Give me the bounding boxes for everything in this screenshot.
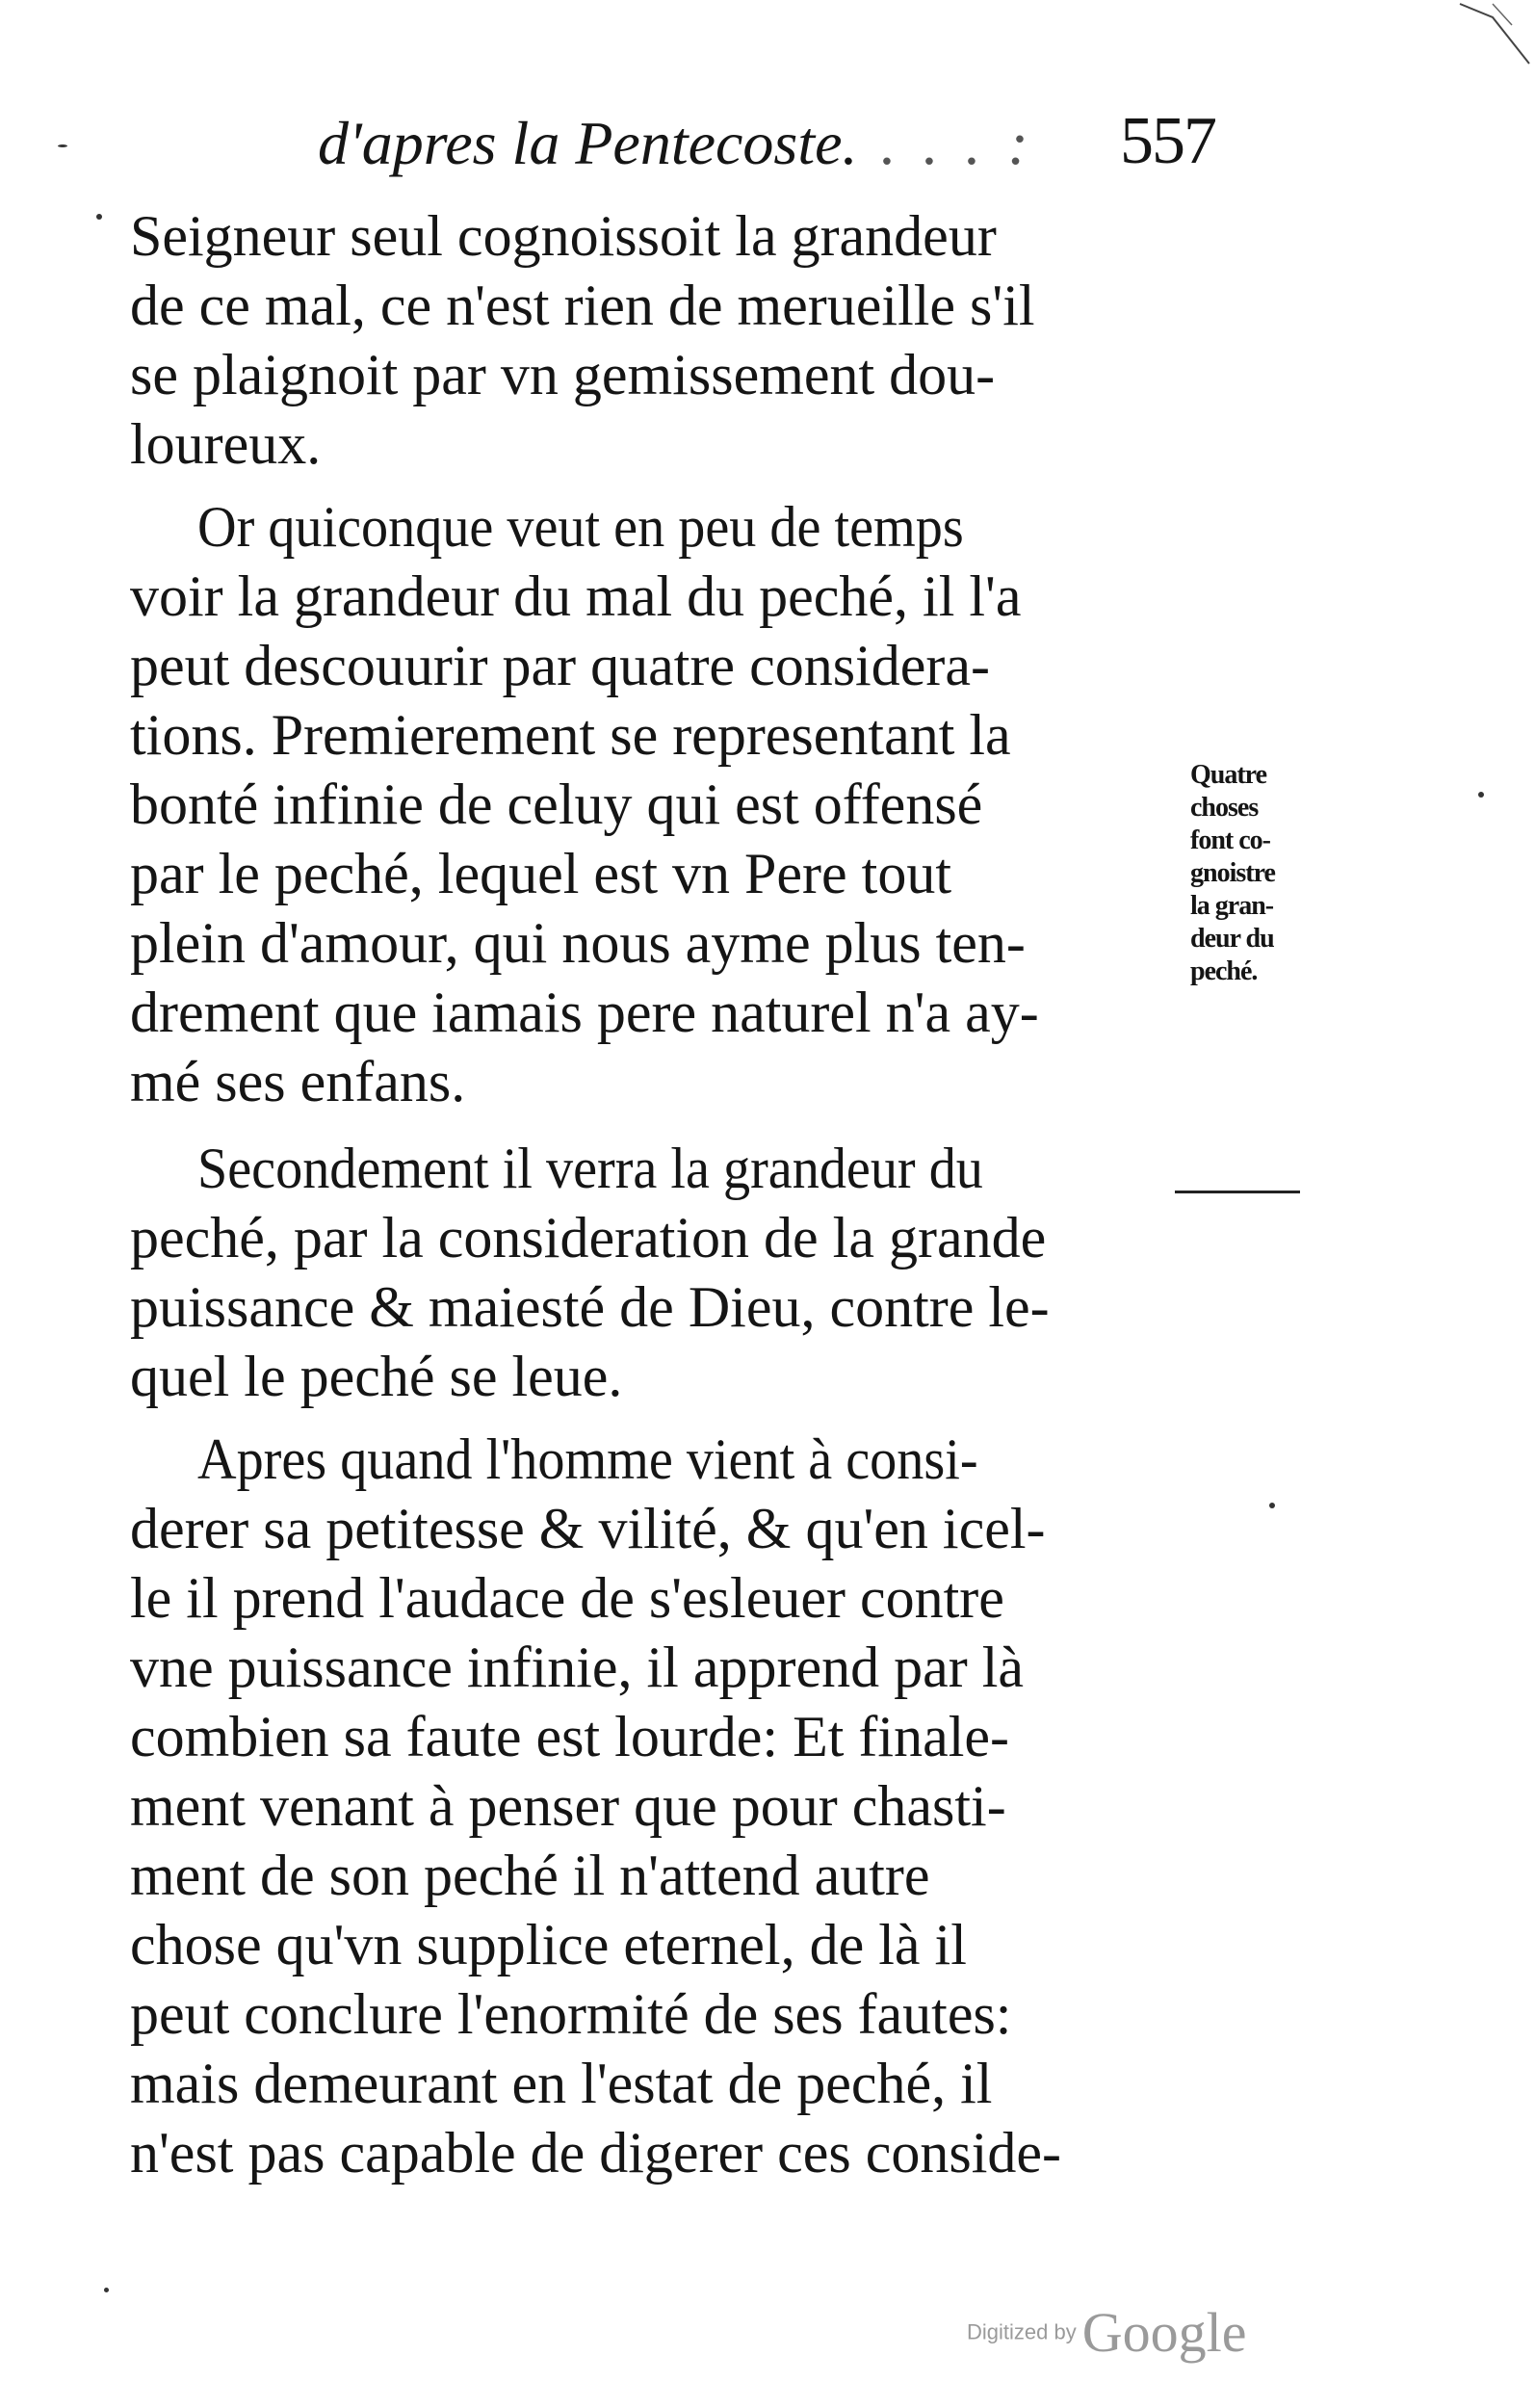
body-line-14: Secondement il verra la grandeur du	[197, 1137, 983, 1200]
body-line-2: de ce mal, ce n'est rien de merueille s'il	[130, 274, 1035, 337]
watermark-prefix: Digitized by	[967, 2319, 1077, 2344]
body-line-8: tions. Premierement se representant la	[130, 703, 1011, 767]
body-line-10: par le peché, lequel est vn Pere tout	[130, 842, 952, 905]
margin-note-line: font co-	[1190, 825, 1270, 855]
margin-note-line: la gran-	[1190, 891, 1274, 921]
margin-rule	[1175, 1191, 1300, 1193]
body-line-15: peché, par la consideration de la grande	[130, 1206, 1047, 1269]
running-title	[318, 104, 1184, 183]
page-number: 557	[1120, 104, 1215, 178]
margin-note-line: peché.	[1190, 956, 1258, 986]
body-line-28: n'est pas capable de digerer ces conside-	[130, 2121, 1062, 2185]
scan-speck	[58, 144, 67, 147]
google-logo: Google	[1081, 2301, 1247, 2364]
margin-note	[1190, 759, 1335, 988]
body-line-3: se plaignoit par vn gemissement dou-	[130, 343, 996, 406]
body-line-11: plein d'amour, qui nous ayme plus ten-	[130, 911, 1026, 975]
margin-note-line: choses	[1190, 793, 1259, 823]
body-line-16: puissance & maiesté de Dieu, contre le-	[130, 1275, 1050, 1339]
scan-speck	[104, 2288, 109, 2292]
margin-note-line: deur du	[1190, 924, 1274, 954]
body-line-25: chose qu'vn supplice eternel, de là il	[130, 1913, 967, 1976]
body-line-21: vne puissance infinie, il apprend par là	[130, 1636, 1025, 1699]
body-line-9: bonté infinie de celuy qui est offensé	[130, 772, 983, 836]
body-line-27: mais demeurant en l'estat de peché, il	[130, 2052, 993, 2115]
body-line-22: combien sa faute est lourde: Et finale-	[130, 1705, 1009, 1768]
body-line-1: Seigneur seul cognoissoit la grandeur	[130, 204, 997, 268]
scan-speck	[96, 214, 102, 220]
body-line-17: quel le peché se leue.	[130, 1345, 623, 1408]
body-line-4: loureux.	[130, 412, 322, 476]
body-line-5: Or quiconque veut en peu de temps	[197, 495, 964, 559]
body-line-19: derer sa petitesse & vilité, & qu'en icel-	[130, 1497, 1046, 1560]
corner-fold-mark	[1454, 0, 1535, 67]
body-line-24: ment de son peché il n'attend autre	[130, 1844, 930, 1907]
leader-dots: . . . :	[880, 109, 1034, 177]
running-title-text: d'apres la Pentecoste.	[318, 109, 858, 177]
body-line-13: mé ses enfans.	[130, 1050, 466, 1113]
body-line-12: drement que iamais pere naturel n'a ay-	[130, 981, 1039, 1044]
body-line-18: Apres quand l'homme vient à consi-	[197, 1427, 978, 1491]
margin-note-line: gnoistre	[1190, 858, 1275, 888]
margin-note-line: Quatre	[1190, 760, 1267, 790]
digitized-watermark	[967, 2300, 1294, 2368]
body-line-23: ment venant à penser que pour chasti-	[130, 1774, 1006, 1838]
body-line-6: voir la grandeur du mal du peché, il l'a	[130, 564, 1022, 628]
body-line-7: peut descouurir par quatre considera-	[130, 634, 990, 697]
body-line-20: le il prend l'audace de s'esleuer contre	[130, 1566, 1004, 1630]
scan-speck	[1478, 792, 1484, 798]
scan-speck	[1269, 1503, 1275, 1508]
body-line-26: peut conclure l'enormité de ses fautes:	[130, 1982, 1012, 2046]
